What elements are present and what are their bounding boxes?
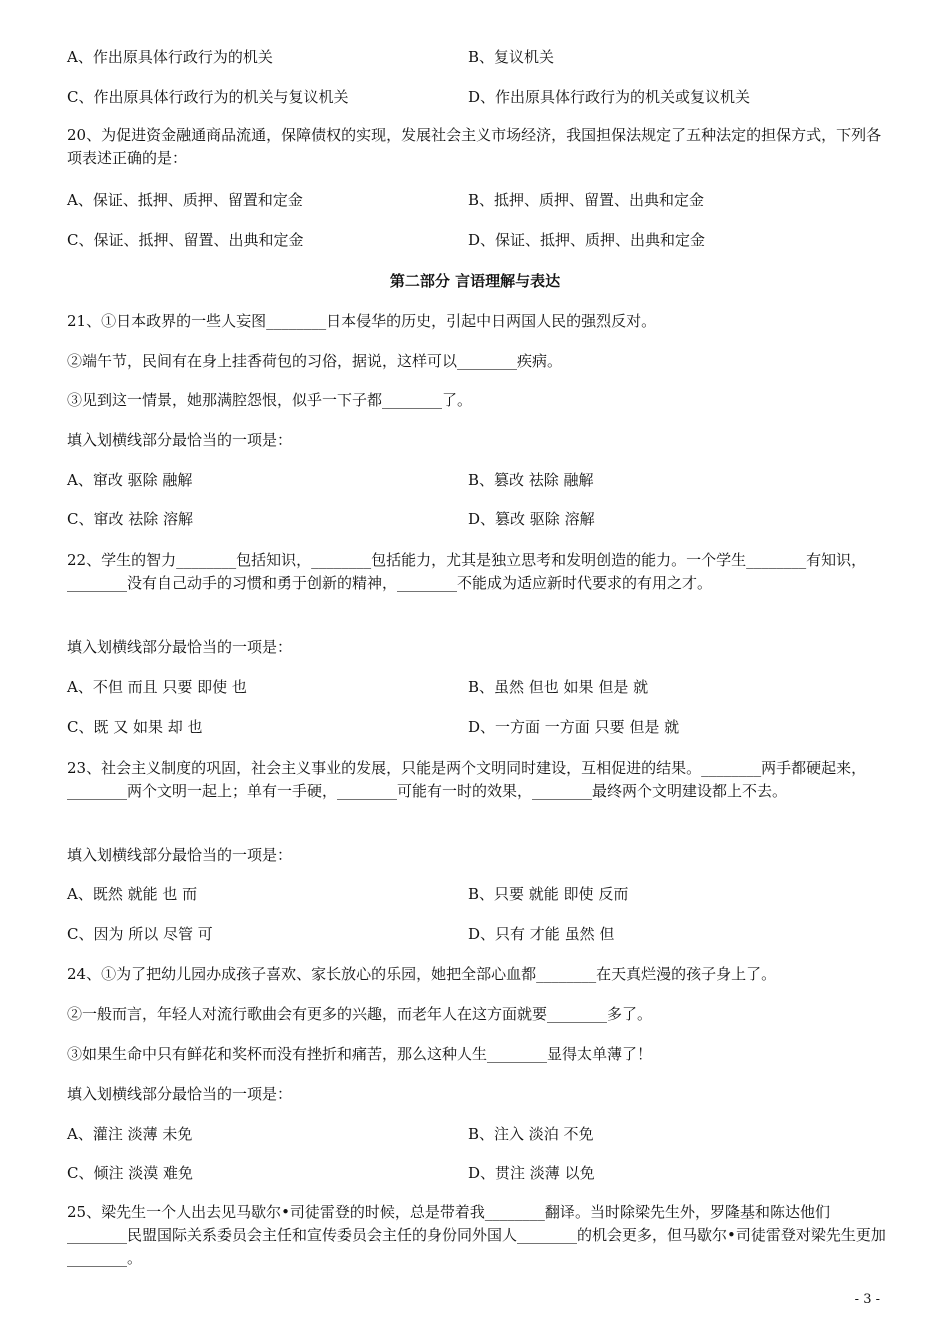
- q19-option-a: A、作出原具体行政行为的机关: [67, 48, 273, 66]
- q22-prompt: 填入划横线部分最恰当的一项是：: [67, 638, 293, 656]
- q19-option-c: C、作出原具体行政行为的机关与复议机关: [67, 88, 349, 106]
- q23-option-d: D、只有 才能 虽然 但: [468, 925, 615, 943]
- q20-option-a: A、保证、抵押、质押、留置和定金: [67, 191, 303, 209]
- q22-option-a: A、不但 而且 只要 即使 也: [67, 678, 247, 696]
- q24-prompt: 填入划横线部分最恰当的一项是：: [67, 1085, 293, 1103]
- q19-option-d: D、作出原具体行政行为的机关或复议机关: [468, 88, 751, 106]
- q25-stem: 25、梁先生一个人出去见马歇尔•司徒雷登的时候，总是带着我________翻译。当时除梁先生外，罗隆基和陈达他们________民盟国际关系委员会主任和宣传委员会主任的身份同外国人________的机会更多，但马歇尔•司徒雷登对梁先生更加________。: [67, 1203, 886, 1267]
- q22-option-c: C、既 又 如果 却 也: [67, 718, 203, 736]
- q22-stem: 22、学生的智力________包括知识，________包括能力，尤其是独立思考和发明创造的能力。一个学生________有知识，________没有自己动手的习惯和勇于创新的精神，________不能成为适应新时代要求的有用之才。: [67, 551, 867, 592]
- q21-sentence-1: 21、①日本政界的一些人妄图________日本侵华的历史，引起中日两国人民的强烈反对。: [67, 312, 657, 330]
- q23-option-a: A、既然 就能 也 而: [67, 885, 198, 903]
- q24-option-d: D、贯注 淡薄 以免: [468, 1164, 595, 1182]
- q21-option-b: B、篡改 祛除 融解: [468, 471, 594, 489]
- page-number: - 3 -: [854, 1292, 880, 1307]
- q20-stem: 20、为促进资金融通商品流通，保障债权的实现，发展社会主义市场经济，我国担保法规定了五种法定的担保方式，下列各项表述正确的是：: [67, 126, 882, 167]
- q21-option-a: A、窜改 驱除 融解: [67, 471, 193, 489]
- q24-option-b: B、注入 淡泊 不免: [468, 1125, 594, 1143]
- q21-sentence-3: ③见到这一情景，她那满腔怨恨，似乎一下子都________了。: [67, 391, 473, 409]
- q21-option-c: C、窜改 祛除 溶解: [67, 510, 194, 528]
- q24-sentence-2: ②一般而言，年轻人对流行歌曲会有更多的兴趣，而老年人在这方面就要________多了。: [67, 1005, 653, 1023]
- q23-stem: 23、社会主义制度的巩固，社会主义事业的发展，只能是两个文明同时建设，互相促进的结果。________两手都硬起来，________两个文明一起上；单有一手硬，________可能有一时的效果，________最终两个文明建设都上不去。: [67, 759, 867, 800]
- q24-option-a: A、灌注 淡薄 未免: [67, 1125, 193, 1143]
- q23-prompt: 填入划横线部分最恰当的一项是：: [67, 846, 293, 864]
- q21-option-d: D、篡改 驱除 溶解: [468, 510, 595, 528]
- q19-option-b: B、复议机关: [468, 48, 555, 66]
- q21-sentence-2: ②端午节，民间有在身上挂香荷包的习俗，据说，这样可以________疾病。: [67, 352, 563, 370]
- q20-option-d: D、保证、抵押、质押、出典和定金: [468, 231, 706, 249]
- q23-option-c: C、因为 所以 尽管 可: [67, 925, 213, 943]
- section-title: 第二部分 言语理解与表达: [389, 272, 561, 290]
- q24-option-c: C、倾注 淡漠 难免: [67, 1164, 194, 1182]
- q20-option-b: B、抵押、质押、留置、出典和定金: [468, 191, 705, 209]
- q22-option-d: D、一方面 一方面 只要 但是 就: [468, 718, 680, 736]
- q22-option-b: B、虽然 但也 如果 但是 就: [468, 678, 649, 696]
- q24-sentence-3: ③如果生命中只有鲜花和奖杯而没有挫折和痛苦，那么这种人生________显得太单薄了！: [67, 1045, 653, 1063]
- q23-option-b: B、只要 就能 即使 反而: [468, 885, 629, 903]
- q24-sentence-1: 24、①为了把幼儿园办成孩子喜欢、家长放心的乐园，她把全部心血都________在天真烂漫的孩子身上了。: [67, 965, 777, 983]
- q20-option-c: C、保证、抵押、留置、出典和定金: [67, 231, 304, 249]
- q21-prompt: 填入划横线部分最恰当的一项是：: [67, 431, 293, 449]
